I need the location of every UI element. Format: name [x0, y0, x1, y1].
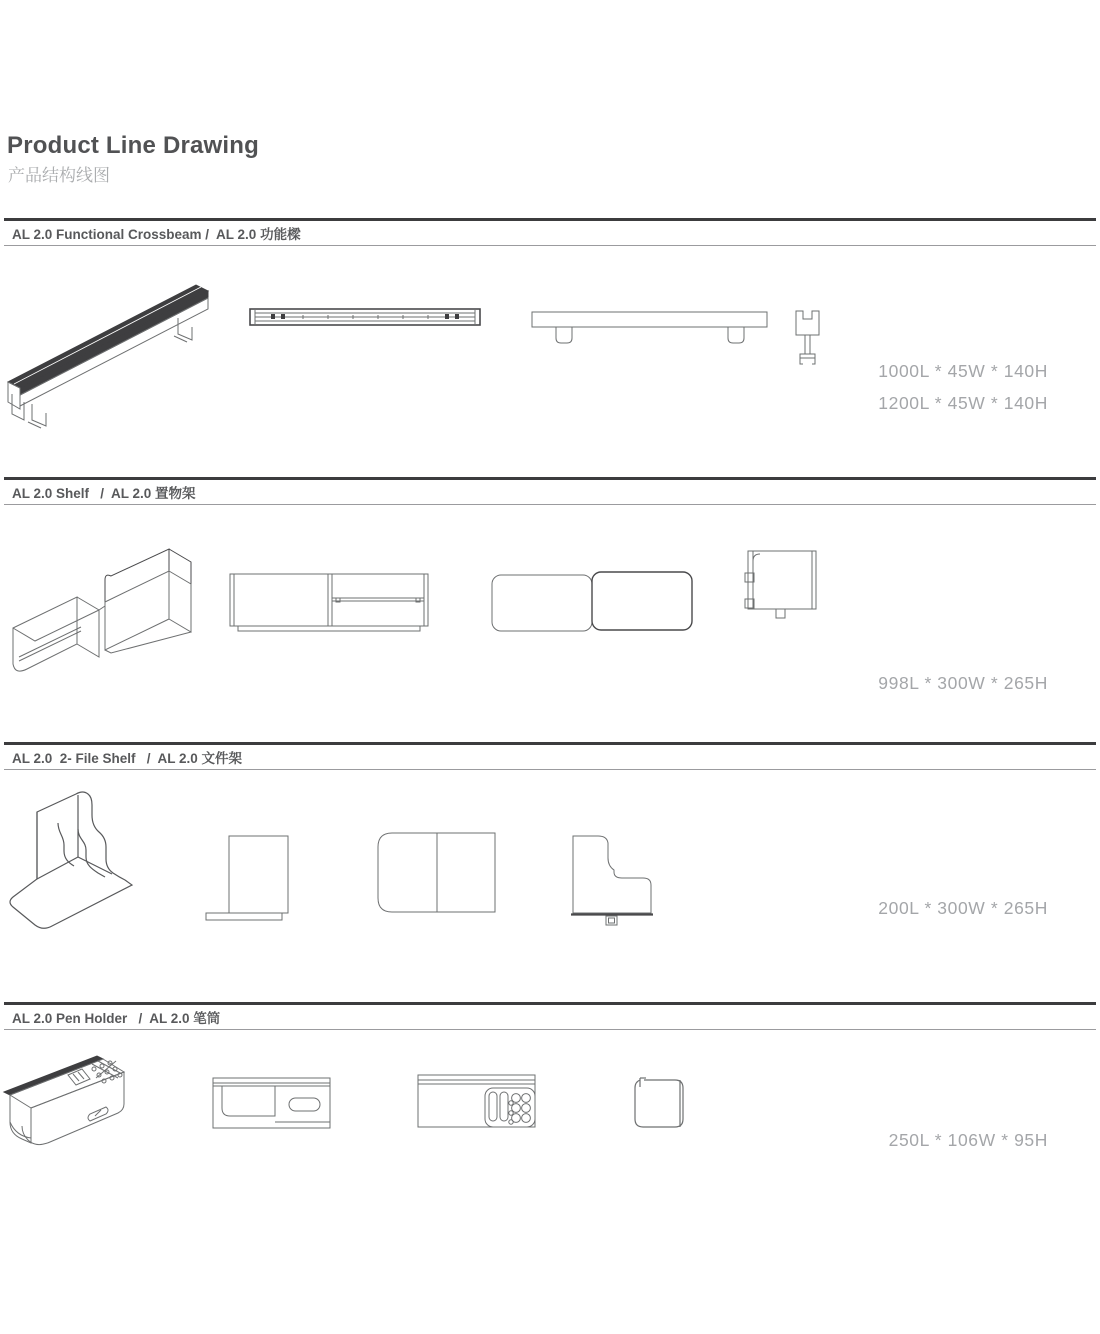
section-divider-bottom — [4, 245, 1096, 246]
pen-holder-dimensions — [889, 1124, 1048, 1156]
section-divider-top — [4, 218, 1096, 221]
dimension-line: 1200L * 45W * 140H — [878, 393, 1048, 413]
dimension-line: 250L * 106W * 95H — [888, 1130, 1048, 1150]
shelf-top-view-drawing — [488, 568, 696, 638]
shelf-front-view-drawing — [228, 568, 434, 640]
crossbeam-side-view-drawing — [786, 306, 830, 372]
dimension-line: 1000L * 45W * 140H — [878, 361, 1048, 381]
page-subtitle: 产品结构线图 — [8, 166, 110, 185]
pen-holder-front-view-drawing — [210, 1075, 336, 1133]
section-divider-bottom — [4, 504, 1096, 505]
dimension-line: 200L * 300W * 265H — [878, 898, 1048, 918]
pen-holder-isometric-drawing — [2, 1052, 142, 1152]
shelf-isometric-drawing — [5, 540, 205, 698]
shelf-dimensions — [878, 667, 1048, 699]
crossbeam-top-view-drawing — [248, 302, 484, 334]
section-title-pen-holder: AL 2.0 Pen Holder / AL 2.0 笔筒 — [12, 1011, 221, 1026]
section-divider-bottom — [4, 1029, 1096, 1030]
section-title-file-shelf: AL 2.0 2- File Shelf / AL 2.0 文件架 — [12, 751, 243, 766]
file-shelf-top-view-drawing — [375, 830, 500, 916]
section-divider-top — [4, 1002, 1096, 1005]
file-shelf-isometric-drawing — [2, 785, 152, 940]
shelf-side-view-drawing — [742, 545, 824, 625]
section-divider-top — [4, 742, 1096, 745]
pen-holder-top-view-drawing — [415, 1070, 541, 1134]
section-divider-bottom — [4, 769, 1096, 770]
file-shelf-side-view-drawing — [570, 832, 660, 932]
crossbeam-dimensions — [878, 355, 1048, 419]
section-divider-top — [4, 477, 1096, 480]
section-title-shelf: AL 2.0 Shelf / AL 2.0 置物架 — [12, 486, 196, 501]
section-title-functional-crossbeam: AL 2.0 Functional Crossbeam / AL 2.0 功能樑 — [12, 227, 301, 242]
crossbeam-front-view-drawing — [528, 306, 776, 358]
file-shelf-dimensions — [878, 892, 1048, 924]
dimension-line: 998L * 300W * 265H — [878, 673, 1048, 693]
crossbeam-isometric-drawing — [4, 276, 226, 432]
file-shelf-front-view-drawing — [200, 830, 295, 925]
pen-holder-side-view-drawing — [628, 1070, 692, 1132]
page-title: Product Line Drawing — [7, 132, 260, 159]
